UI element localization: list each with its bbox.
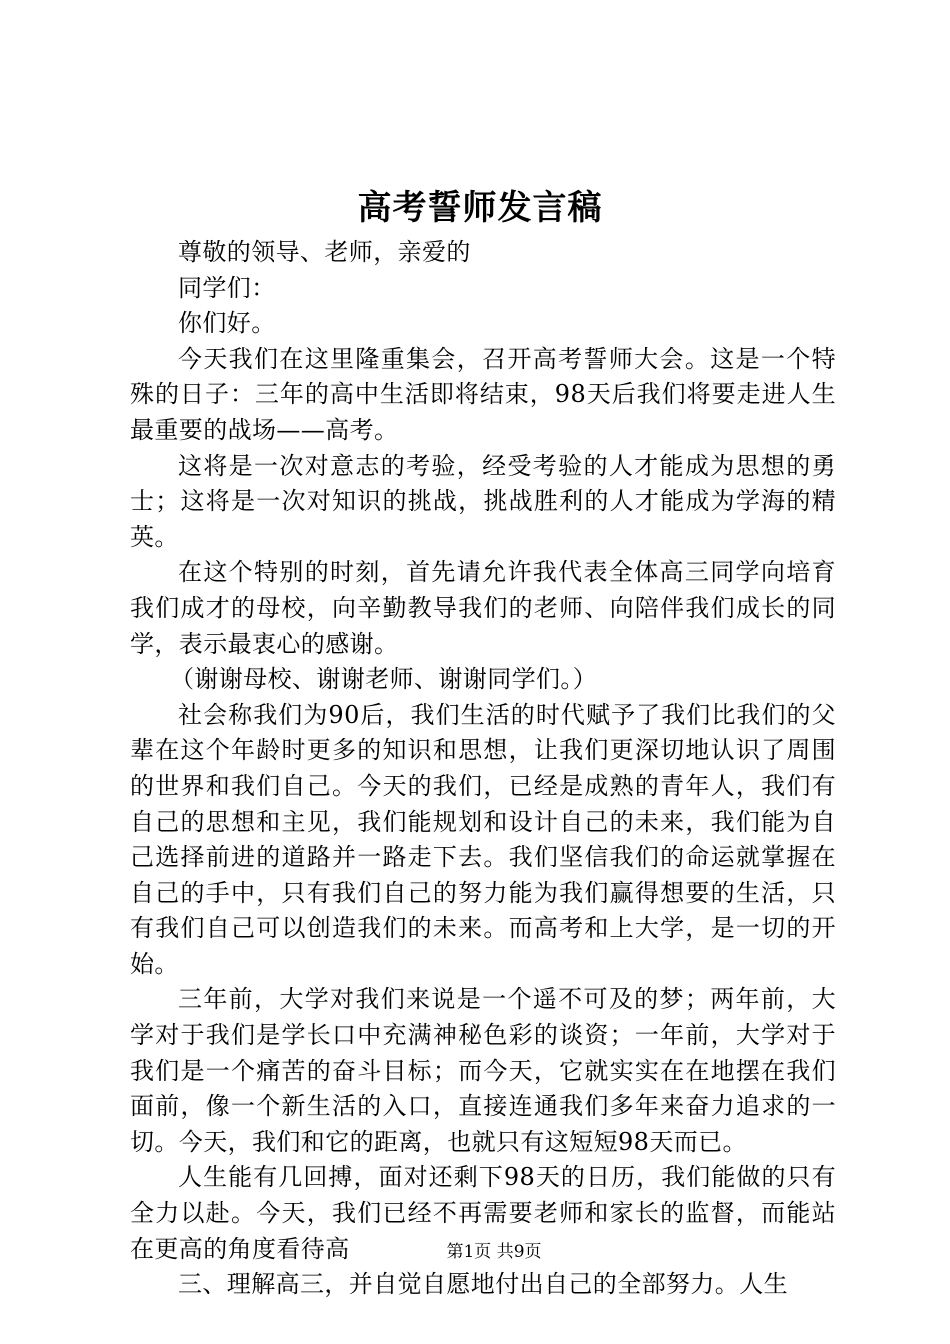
- document-title: 高考誓师发言稿: [357, 188, 603, 228]
- salutation-line-1: 尊敬的领导、老师，亲爱的: [178, 238, 471, 266]
- page-footer: 第1页 共9页: [446, 1242, 542, 1262]
- paragraph: 这将是一次对意志的考验，经受考验的人才能成为思想的勇士；这将是一次对知识的挑战，挑战胜利的人才能成为学海的精英。: [130, 451, 836, 551]
- paragraph: 三年前，大学对我们来说是一个遥不可及的梦；两年前，大学对于我们是学长口中充满神秘色彩的谈资；一年前，大学对于我们是一个痛苦的奋斗目标；而今天，它就实实在在地摆在我们面前，像一个新生活的入口，直接连通我们多年来奋力追求的一切。今天，我们和它的距离，也就只有这短短98天而已。: [130, 985, 836, 1156]
- paragraph: 人生能有几回搏，面对还剩下98天的日历，我们能做的只有全力以赴。今天，我们已经不再需要老师和家长的监督，而能站在更高的角度看待高: [130, 1163, 836, 1263]
- paragraph: 在这个特别的时刻，首先请允许我代表全体高三同学向培育我们成才的母校，向辛勤教导我们的老师、向陪伴我们成长的同学，表示最衷心的感谢。: [130, 558, 836, 658]
- greeting: 你们好。: [178, 309, 276, 338]
- document-body: [130, 235, 836, 1303]
- paragraph: 社会称我们为90后，我们生活的时代赋予了我们比我们的父辈在这个年龄时更多的知识和思想，让我们更深切地认识了周围的世界和我们自己。今天的我们，已经是成熟的青年人，我们有自己的思想和主见，我们能规划和设计自己的未来，我们能为自己选择前进的道路并一路走下去。我们坚信我们的命运就掌握在自己的手中，只有我们自己的努力能为我们赢得想要的生活，只有我们自己可以创造我们的未来。而高考和上大学，是一切的开始。: [130, 700, 836, 978]
- salutation-line-2: 同学们：: [178, 273, 276, 302]
- paragraph: 三、理解高三，并自觉自愿地付出自己的全部努力。人生: [178, 1270, 788, 1299]
- paragraph: 今天我们在这里隆重集会，召开高考誓师大会。这是一个特殊的日子：三年的高中生活即将结束，98天后我们将要走进人生最重要的战场——高考。: [130, 344, 836, 444]
- parenthetical-note: （谢谢母校、谢谢老师、谢谢同学们。）: [170, 665, 598, 694]
